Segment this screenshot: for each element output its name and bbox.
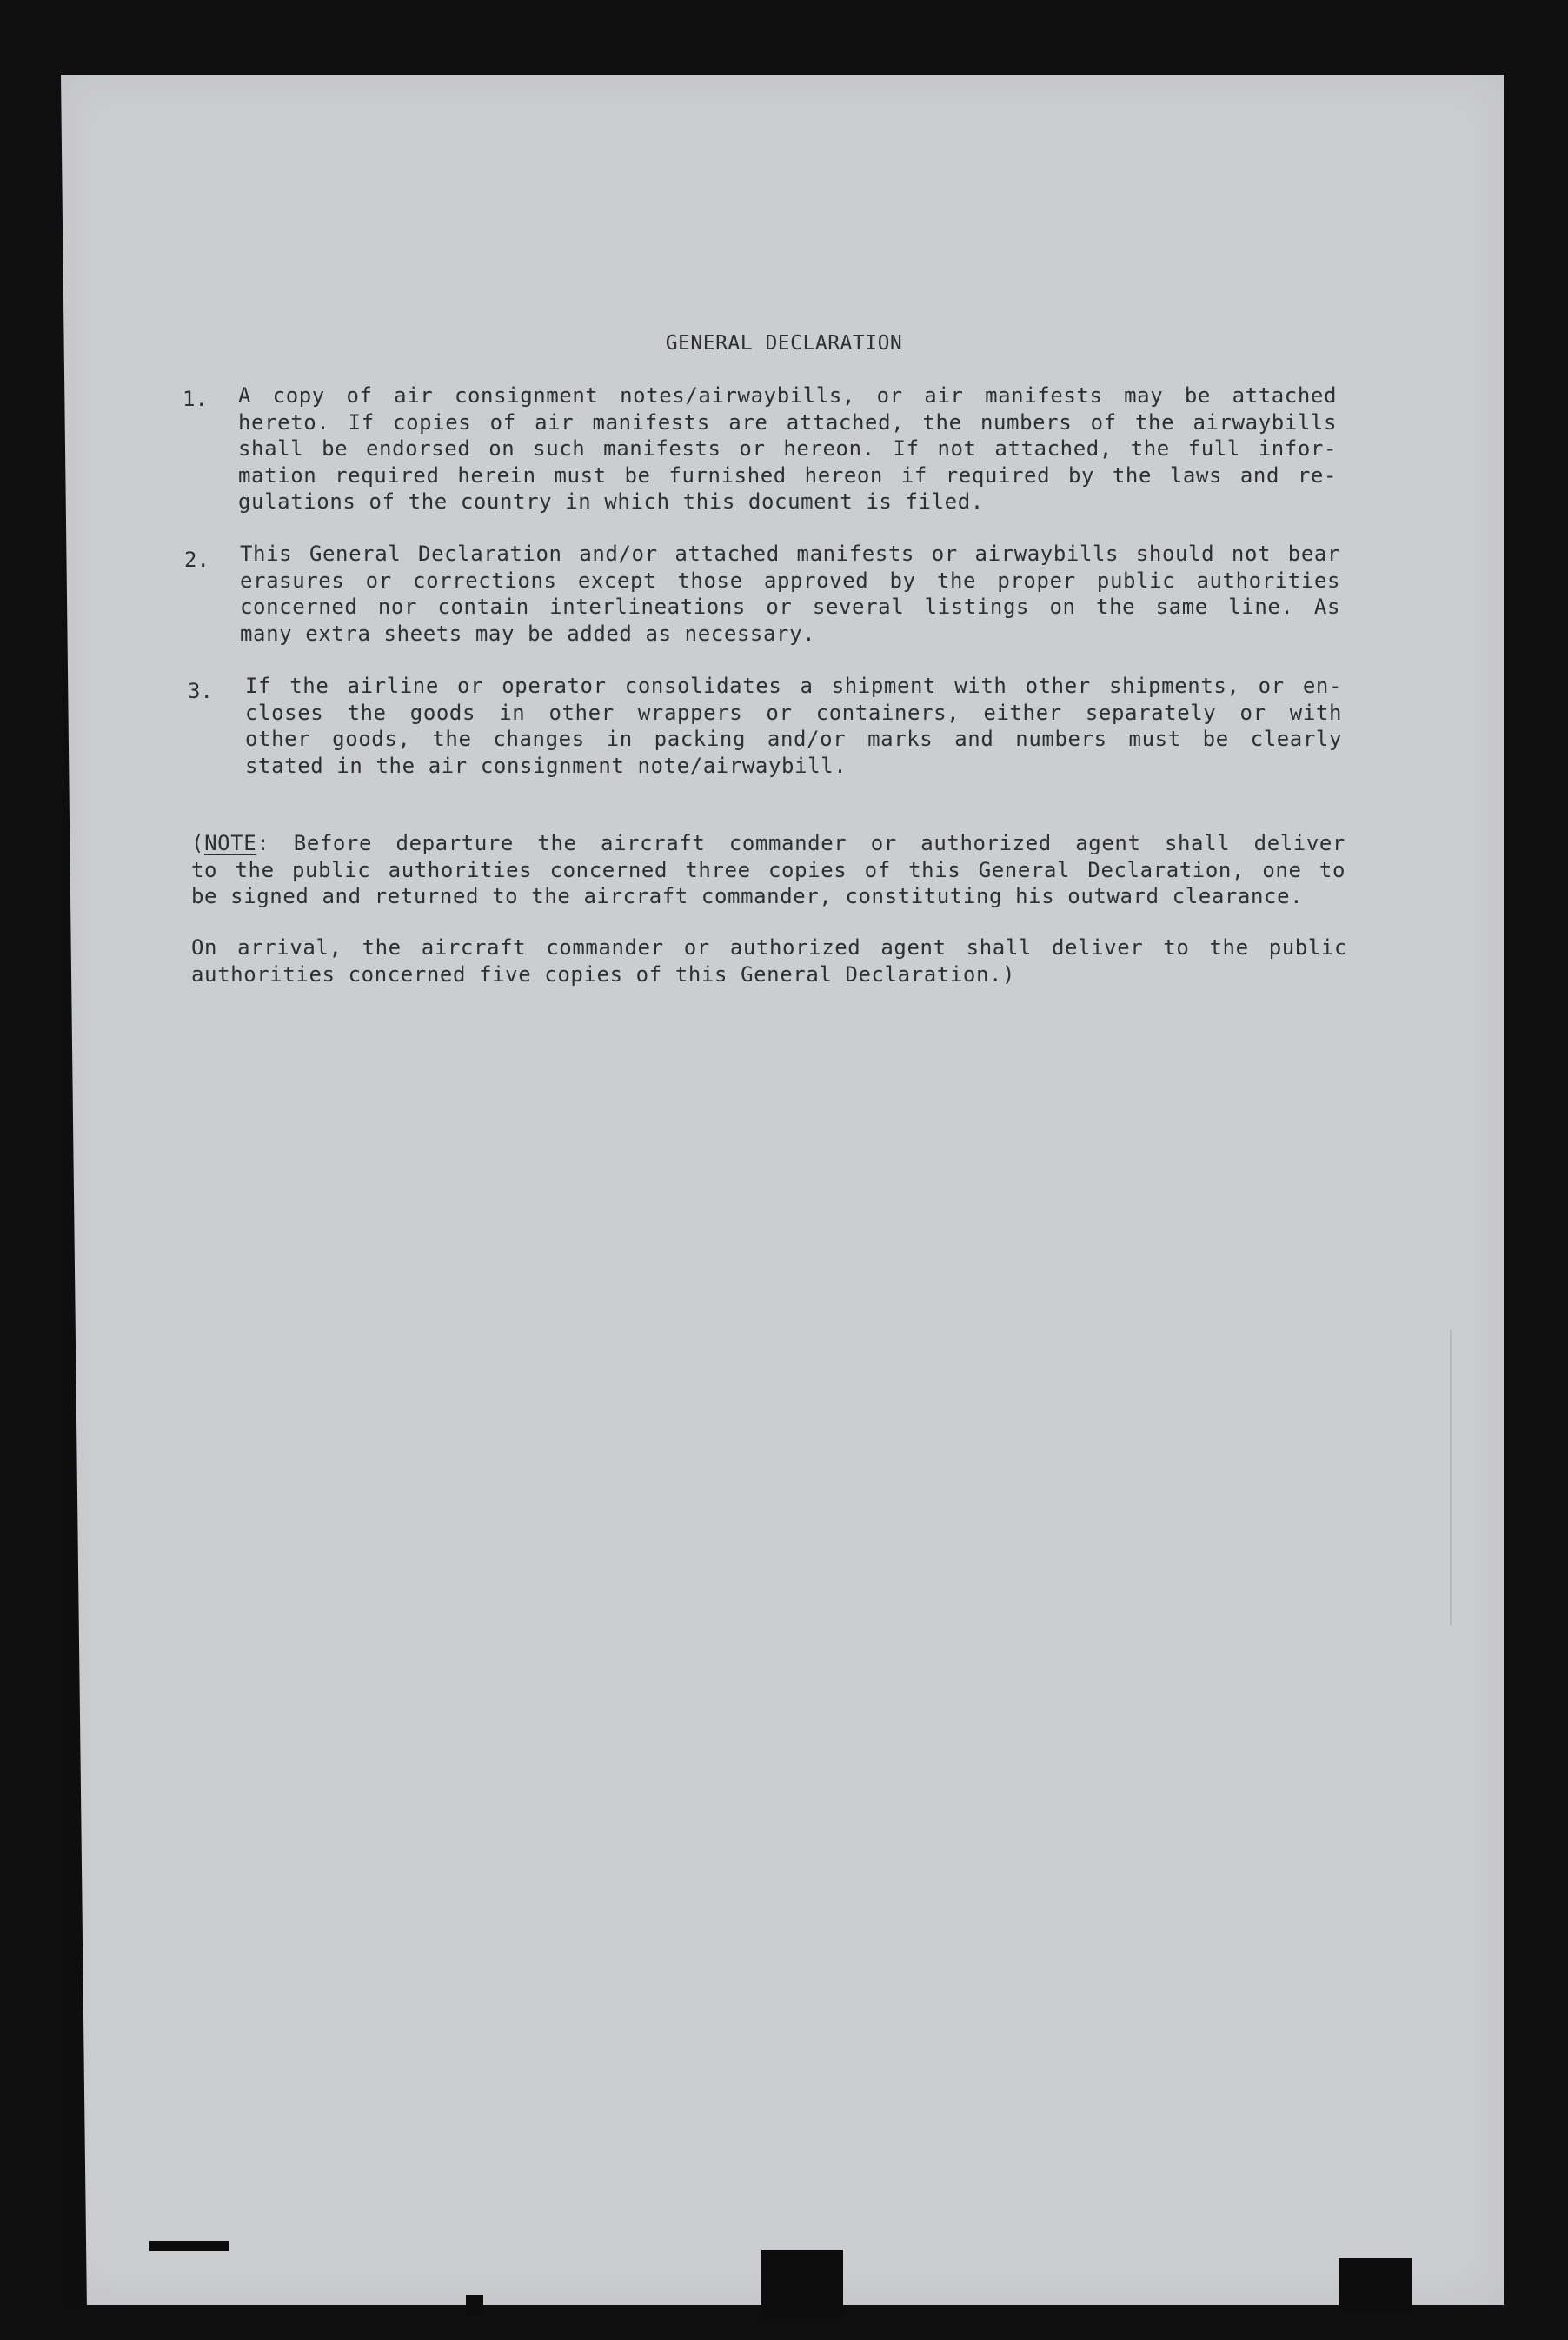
show-through-rule [1450, 1330, 1452, 1625]
note-line: be signed and returned to the aircraft commander, constituting his outward clearance. [191, 884, 1304, 908]
note-colon: : [256, 831, 270, 855]
item-3-paragraph [245, 673, 1342, 779]
item-2-number: 2. [184, 548, 209, 572]
item-2-line: This General Declaration and/or attached manifests or airwaybills should not bear [240, 542, 1340, 566]
binding-mark [1339, 2258, 1412, 2310]
binding-mark [149, 2241, 229, 2251]
item-3-line: other goods, the changes in packing and/or marks and numbers must be clearly [245, 727, 1342, 751]
arrival-line: On arrival, the aircraft commander or authorized agent shall deliver to the public [191, 935, 1347, 960]
arrival-paragraph [191, 934, 1347, 987]
item-1-line: mation required herein must be furnished hereon if required by the laws and re- [238, 462, 1337, 488]
item-3-line: stated in the air consignment note/airwaybill. [245, 753, 847, 778]
note-line-1-rest: Before departure the aircraft commander or authorized agent shall deliver [269, 831, 1345, 855]
item-2-line: concerned nor contain interlineations or several listings on the same line. As [240, 595, 1340, 619]
item-3-number: 3. [188, 679, 213, 703]
item-3-line: If the airline or operator consolidates a shipment with other shipments, or en- [245, 674, 1342, 698]
item-2-paragraph [240, 541, 1340, 647]
document-title: GENERAL DECLARATION [665, 332, 903, 355]
item-1-line: gulations of the country in which this document is filed. [238, 489, 984, 514]
note-paragraph [191, 830, 1345, 910]
binding-mark [466, 2295, 483, 2316]
binding-mark [761, 2250, 843, 2319]
item-1-line: hereto. If copies of air manifests are attached, the numbers of the airwaybills [238, 409, 1337, 435]
item-3-line: closes the goods in other wrappers or containers, either separately or with [245, 700, 1342, 725]
item-1-paragraph [238, 382, 1337, 515]
item-2-line: erasures or corrections except those approved by the proper public authorities [240, 568, 1340, 593]
note-open-paren: ( [191, 831, 205, 855]
note-label: NOTE [204, 831, 257, 855]
item-2-line: many extra sheets may be added as necessary. [240, 621, 816, 646]
note-line [191, 830, 1345, 857]
item-1-line: A copy of air consignment notes/airwaybills, or air manifests may be attached [238, 383, 1337, 408]
note-line: to the public authorities concerned three copies of this General Declaration, one to [191, 857, 1345, 882]
item-1-line: shall be endorsed on such manifests or hereon. If not attached, the full infor- [238, 436, 1337, 461]
item-1-number: 1. [183, 387, 208, 411]
arrival-line: authorities concerned five copies of this General Declaration.) [191, 961, 1016, 987]
